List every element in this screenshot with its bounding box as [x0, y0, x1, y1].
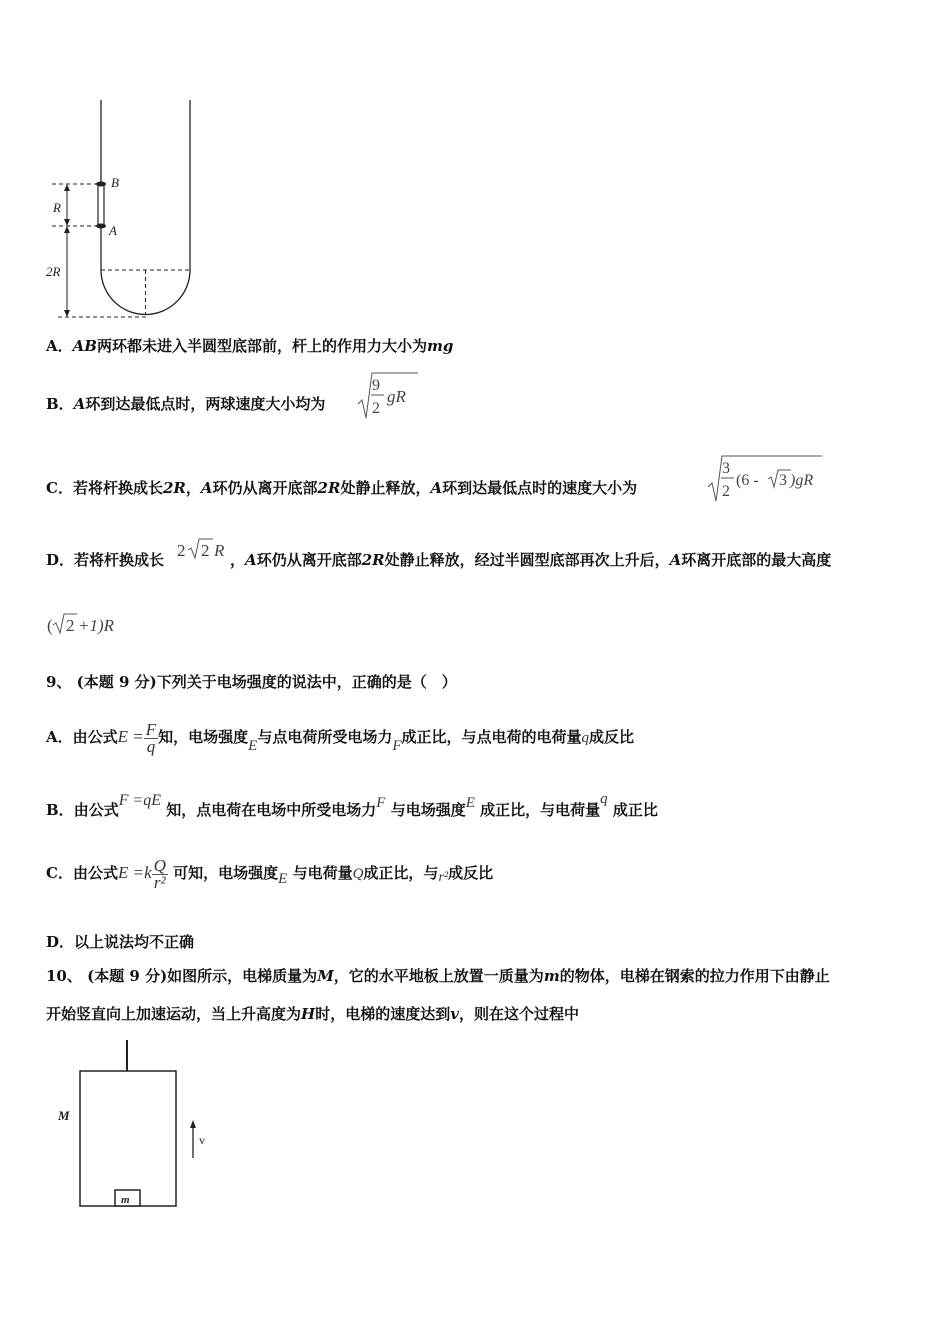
var-2r: 2R: [361, 551, 385, 569]
svg-text:+1)R: +1)R: [78, 616, 115, 635]
var-e: E: [465, 795, 475, 811]
option-letter: C．: [46, 479, 73, 497]
text: 环离开底部的最大高度: [681, 551, 832, 569]
option-letter: D．: [46, 551, 75, 569]
arrow-2r-head-bottom: [64, 310, 70, 317]
var-r2: r²: [438, 870, 449, 885]
text: ，它的水平地板上放置一质量为: [333, 967, 544, 985]
var-h: H: [301, 1005, 316, 1023]
ring-b: [96, 182, 106, 187]
rod-ab: [98, 184, 104, 226]
text: 成反比: [589, 728, 635, 746]
option-letter: B．: [46, 801, 74, 819]
symbol: A: [200, 479, 213, 497]
var-v: v: [450, 1005, 459, 1023]
text: 若将杆换成长: [74, 551, 165, 569]
option-letter: D．: [46, 933, 75, 951]
var-f: F: [376, 795, 386, 811]
u-tube-figure: [40, 95, 210, 325]
text: 由公式: [73, 801, 119, 819]
svg-text:2: 2: [372, 400, 380, 417]
q9-option-d: [46, 932, 194, 952]
option-text: 两环都未进入半圆型底部前，杆上的作用力大小为: [96, 337, 427, 355]
denominator: r²: [153, 872, 166, 892]
var-m-elevator: M: [317, 967, 334, 985]
text: 由公式: [72, 728, 118, 746]
label-m-object: m: [121, 1194, 130, 1206]
q8-option-b: [46, 394, 325, 414]
text: 处静止释放，: [340, 479, 431, 497]
label-r: R: [53, 200, 61, 215]
question-number: 9、: [46, 673, 72, 691]
text: 的物体，电梯在钢索的拉力作用下由静止: [559, 967, 830, 985]
option-text: 以上说法均不正确: [74, 933, 195, 951]
svg-text:)gR: )gR: [790, 472, 814, 489]
var-q: q: [581, 730, 590, 746]
arrow-r-head-bottom: [64, 219, 70, 226]
q8-option-c: [46, 478, 637, 498]
option-letter: A．: [46, 337, 73, 355]
text: 可知，电场强度: [173, 864, 279, 882]
question-number: 10、: [46, 967, 82, 985]
option-letter: B．: [46, 395, 74, 413]
arrow-2r-head-top: [64, 226, 70, 233]
velocity-arrow-head: [190, 1120, 196, 1128]
text: ，: [185, 479, 201, 497]
svg-text:3: 3: [722, 460, 730, 477]
q10-stem-line1: [46, 966, 830, 986]
svg-text:2: 2: [722, 483, 730, 500]
var-m-object: m: [543, 967, 560, 985]
var-f: F: [392, 738, 402, 754]
label-a: A: [109, 223, 117, 238]
var-mg: mg: [426, 337, 454, 355]
text: 环到达最低点时的速度大小为: [442, 479, 638, 497]
q9-option-a: [46, 712, 634, 763]
var-q: q: [600, 791, 608, 807]
text: ，则在这个过程中: [458, 1005, 579, 1023]
text: 成正比: [612, 801, 658, 819]
numerator: F: [145, 719, 157, 739]
text: 开始竖直向上加速运动，当上升高度为: [46, 1005, 302, 1023]
svg-text:2: 2: [66, 616, 75, 635]
text: 成正比，与: [363, 864, 439, 882]
ring-a: [96, 224, 106, 229]
text: 处静止释放，经过半圆型底部再次上升后，: [384, 551, 670, 569]
symbol: A: [245, 551, 257, 569]
text: 知，电场强度: [158, 728, 249, 746]
q9-option-b: [46, 791, 658, 821]
q8d-length-formula: [176, 536, 242, 564]
text: 与电场强度: [390, 801, 466, 819]
arrow-r-head-top: [64, 184, 70, 191]
label-m-elevator: M: [58, 1108, 70, 1123]
q8c-formula: [706, 453, 826, 505]
svg-text:R: R: [214, 541, 225, 560]
var-q-charge: Q: [352, 866, 364, 882]
text: 若将杆换成长: [72, 479, 163, 497]
var-2r: 2R: [162, 479, 186, 497]
question-text: (本题 9 分)下列关于电场强度的说法中，正确的是（ ）: [76, 673, 457, 691]
q8-option-d: [46, 550, 831, 570]
text: (本题 9 分)如图所示，电梯质量为: [87, 967, 318, 985]
svg-text:3: 3: [779, 472, 787, 489]
symbol: A: [73, 395, 86, 413]
svg-text:9: 9: [372, 377, 380, 394]
text: ，: [230, 551, 246, 569]
q8-option-a: [46, 336, 453, 356]
elevator-figure: [50, 1036, 220, 1216]
symbol: A: [669, 551, 682, 569]
formula-lhs: E =k: [117, 863, 152, 882]
text: 知，点电荷在电场中所受电场力: [166, 801, 377, 819]
fraction-q-over-r2: [152, 855, 168, 892]
option-text: 环到达最低点时，两球速度大小均为: [85, 395, 326, 413]
svg-text:(6 -: (6 -: [736, 472, 759, 489]
text: 时，电梯的速度达到: [315, 1005, 451, 1023]
var-e: E: [248, 738, 258, 754]
svg-text:gR: gR: [387, 387, 406, 406]
q9-stem: [46, 672, 457, 692]
symbol: AB: [72, 337, 97, 355]
text: 成反比: [448, 864, 494, 882]
label-b: B: [111, 175, 119, 190]
option-letter: A．: [46, 728, 73, 746]
svg-text:2: 2: [177, 541, 186, 560]
formula-lhs: E =: [117, 727, 144, 746]
q8d-answer-formula: [46, 611, 136, 639]
q10-stem-line2: [46, 1004, 579, 1024]
text: 与电荷量: [292, 864, 353, 882]
elevator-box: [80, 1071, 176, 1206]
text: 成正比，与电荷量: [480, 801, 601, 819]
var-e: E: [278, 871, 288, 887]
text: 与点电荷所受电场力: [257, 728, 393, 746]
numerator: Q: [153, 855, 166, 875]
formula-f-qe: F =qE: [118, 792, 162, 809]
svg-text:2: 2: [201, 541, 210, 560]
symbol: A: [430, 479, 443, 497]
var-2r: 2R: [317, 479, 341, 497]
q9-option-c: [46, 848, 493, 900]
text: 成正比，与点电荷的电荷量: [401, 728, 582, 746]
fraction-f-over-q: [144, 719, 158, 756]
svg-text:(: (: [47, 616, 53, 635]
option-letter: C．: [46, 864, 73, 882]
denominator: q: [146, 736, 156, 756]
text: 环仍从离开底部: [212, 479, 318, 497]
text: 由公式: [72, 864, 118, 882]
q8b-formula: [356, 370, 420, 422]
label-2r: 2R: [46, 264, 61, 279]
text: 环仍从离开底部: [256, 551, 362, 569]
label-v: v: [199, 1133, 205, 1147]
